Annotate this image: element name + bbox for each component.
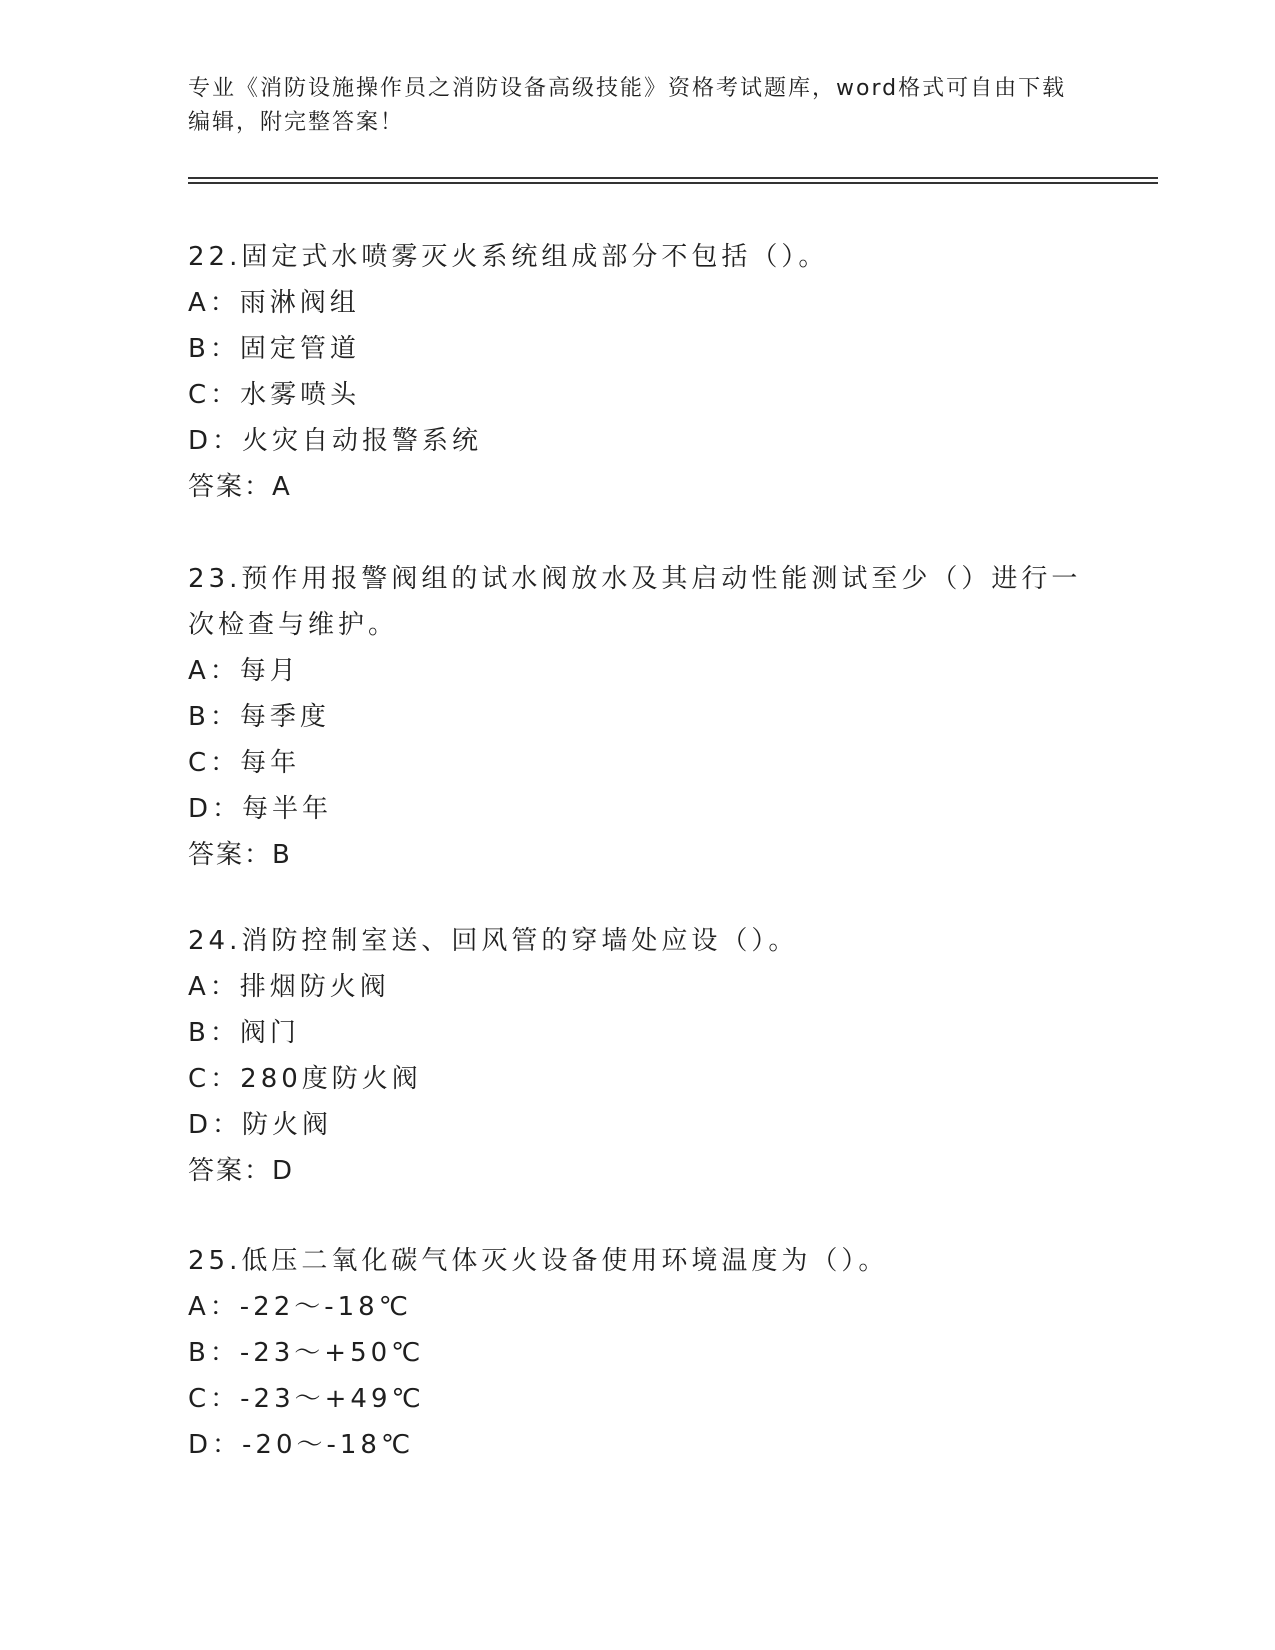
- option-d: D：火灾自动报警系统: [188, 426, 483, 456]
- question-23: [188, 556, 1088, 878]
- option-a: A：每月: [188, 656, 300, 686]
- option-d: D：每半年: [188, 794, 333, 824]
- header-divider-bottom: [188, 182, 1158, 184]
- question-stem: 22.固定式水喷雾灭火系统组成部分不包括（）。: [188, 242, 829, 272]
- question-stem: 23.预作用报警阀组的试水阀放水及其启动性能测试至少（）进行一次检查与维护。: [188, 564, 1082, 640]
- question-24: [188, 918, 1088, 1194]
- option-b: B：固定管道: [188, 334, 360, 364]
- answer-line: 答案：D: [188, 1156, 295, 1186]
- question-22: [188, 234, 1088, 510]
- option-c: C：水雾喷头: [188, 380, 361, 410]
- document-intro: 专业《消防设施操作员之消防设备高级技能》资格考试题库，word格式可自由下载编辑，附完整答案！: [188, 76, 1067, 135]
- answer-line: 答案：A: [188, 472, 292, 502]
- option-c: C：280度防火阀: [188, 1064, 422, 1094]
- answer-line: 答案：B: [188, 840, 292, 870]
- option-c: C：每年: [188, 748, 301, 778]
- option-a: A：-22～-18℃: [188, 1292, 412, 1322]
- option-c: C：-23～+49℃: [188, 1384, 425, 1414]
- option-d: D：防火阀: [188, 1110, 333, 1140]
- question-stem: 24.消防控制室送、回风管的穿墙处应设（）。: [188, 926, 799, 956]
- option-b: B：每季度: [188, 702, 330, 732]
- question-stem: 25.低压二氧化碳气体灭火设备使用环境温度为（）。: [188, 1246, 889, 1276]
- header-divider-top: [188, 177, 1158, 179]
- question-25: [188, 1238, 1088, 1468]
- option-a: A：排烟防火阀: [188, 972, 390, 1002]
- option-b: B：阀门: [188, 1018, 300, 1048]
- option-b: B：-23～+50℃: [188, 1338, 425, 1368]
- option-d: D：-20～-18℃: [188, 1430, 415, 1460]
- option-a: A：雨淋阀组: [188, 288, 360, 318]
